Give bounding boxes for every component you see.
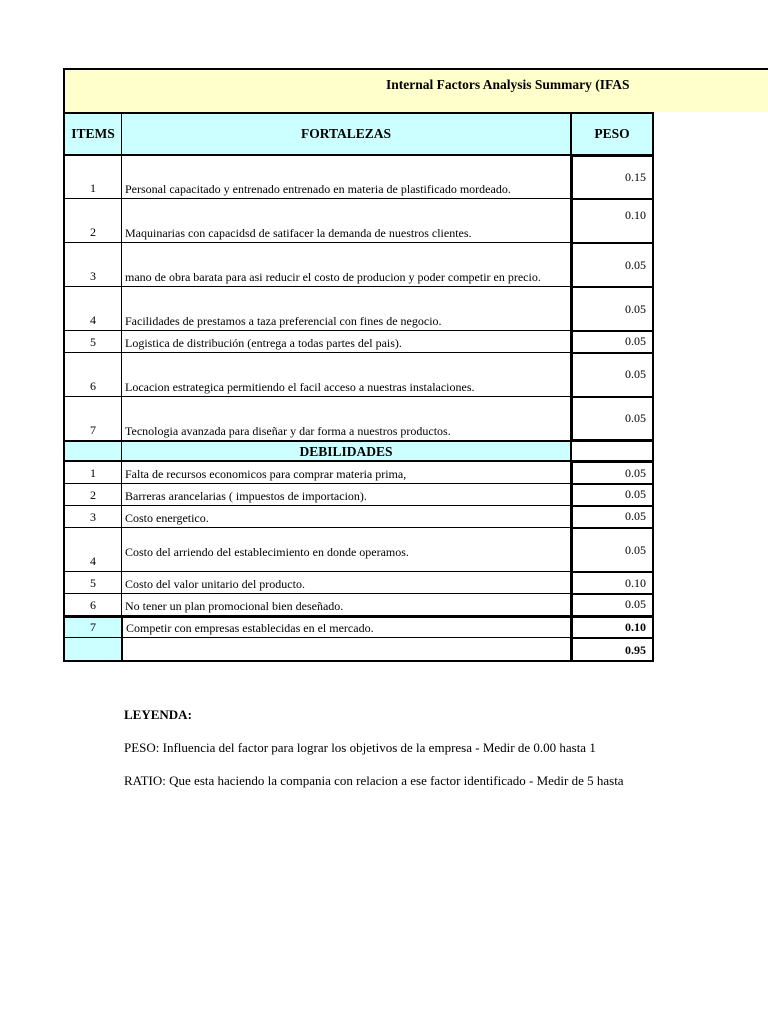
item-number: 1 (90, 181, 96, 195)
item-number: 5 (90, 335, 96, 349)
items-header: ITEMS (71, 126, 115, 141)
peso-value: 0.10 (572, 572, 652, 594)
table-header-row (63, 112, 654, 156)
factor-text: Costo energetico. (125, 510, 209, 525)
peso-value: 0.05 (572, 506, 652, 528)
table-row (63, 506, 654, 528)
peso-value: 0.05 (572, 528, 652, 572)
page-edge-mask (654, 112, 768, 668)
factor-text: Costo del arriendo del establecimiento en donde operamos. (125, 544, 409, 559)
total-value: 0.95 (572, 638, 652, 660)
item-number: 1 (90, 466, 96, 480)
item-number: 7 (90, 423, 96, 437)
factor-text: Facilidades de prestamos a taza preferencial con fines de negocio. (125, 313, 442, 328)
table-row (63, 156, 654, 199)
table-title: Internal Factors Analysis Summary (IFAS (386, 77, 630, 92)
peso-value: 0.05 (572, 243, 652, 287)
table-row (63, 353, 654, 397)
peso-value: 0.15 (572, 156, 652, 199)
item-number: 6 (90, 379, 96, 393)
table-row (63, 616, 654, 638)
peso-value: 0.05 (572, 594, 652, 616)
table-row (63, 528, 654, 572)
peso-value: 0.10 (572, 199, 652, 243)
table-row (63, 594, 654, 616)
peso-value: 0.05 (572, 397, 652, 440)
table-row (63, 397, 654, 440)
debilidades-header-row (63, 440, 654, 462)
table-row (63, 572, 654, 594)
table-row (63, 243, 654, 287)
factor-text: No tener un plan promocional bien deseñado. (125, 598, 344, 613)
peso-value: 0.10 (572, 616, 652, 638)
legend-peso: PESO: Influencia del factor para lograr los objetivos de la empresa - Medir de 0.00 hasta 1 (124, 740, 596, 755)
item-number: 4 (90, 313, 96, 327)
factor-text: Competir con empresas establecidas en el mercado. (126, 620, 374, 635)
factor-text: Maquinarias con capacidsd de satifacer la demanda de nuestros clientes. (125, 225, 472, 240)
factor-text: Logistica de distribución (entrega a todas partes del pais). (125, 335, 402, 350)
debilidades-header: DEBILIDADES (299, 444, 393, 459)
item-number: 2 (90, 225, 96, 239)
factor-text: Barreras arancelarias ( impuestos de importacion). (125, 488, 367, 503)
peso-value: 0.05 (572, 484, 652, 506)
factor-text: Falta de recursos economicos para comprar materia prima, (125, 466, 407, 481)
table-row (63, 199, 654, 243)
table-row (63, 462, 654, 484)
peso-value: 0.05 (572, 353, 652, 397)
item-number: 2 (90, 488, 96, 502)
factor-text: Tecnologia avanzada para diseñar y dar forma a nuestros productos. (125, 423, 451, 438)
table-title-bar (63, 68, 768, 112)
item-number: 7 (90, 620, 96, 634)
peso-value: 0.05 (572, 287, 652, 331)
table-row (63, 287, 654, 331)
factor-text: Locacion estrategica permitiendo el facil acceso a nuestras instalaciones. (125, 379, 475, 394)
item-number: 5 (90, 576, 96, 590)
table-row (63, 331, 654, 353)
item-number: 3 (90, 269, 96, 283)
item-number: 6 (90, 598, 96, 612)
peso-value: 0.05 (572, 331, 652, 353)
factor-text: Personal capacitado y entrenado entrenado en materia de plastificado mordeado. (125, 181, 511, 196)
legend-heading: LEYENDA: (124, 707, 192, 722)
factor-text: mano de obra barata para asi reducir el costo de producion y poder competir en precio. (125, 269, 541, 284)
item-number: 3 (90, 510, 96, 524)
factor-text: Costo del valor unitario del producto. (125, 576, 305, 591)
total-row (63, 638, 654, 662)
peso-value: 0.05 (572, 462, 652, 484)
table-row (63, 484, 654, 506)
peso-header: PESO (594, 126, 630, 141)
fortalezas-header: FORTALEZAS (300, 126, 392, 141)
item-number: 4 (90, 554, 96, 568)
legend-ratio: RATIO: Que esta haciendo la compania con relacion a ese factor identificado - Medir de 5 hasta (124, 773, 624, 788)
